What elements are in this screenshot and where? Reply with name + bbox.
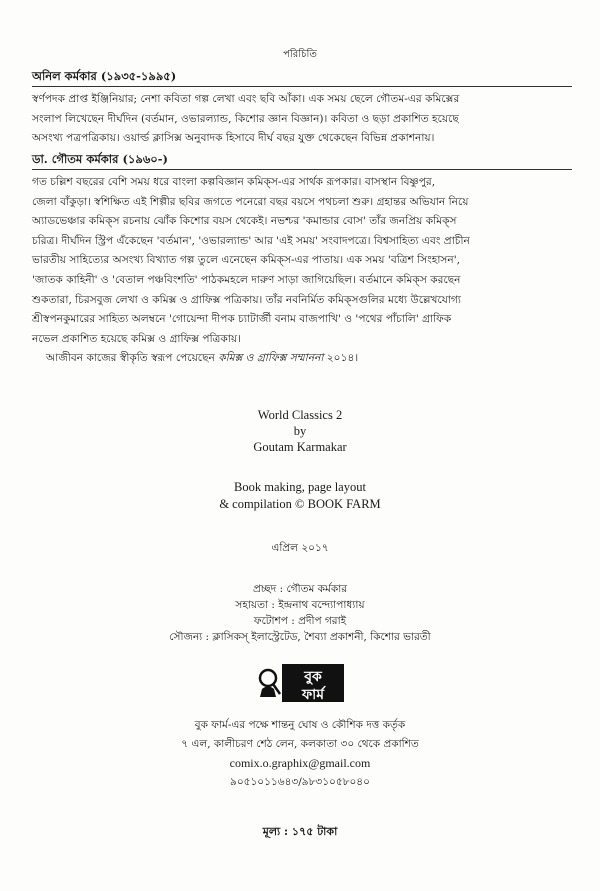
bio-line: জেলা বাঁকুড়া। স্বশিক্ষিত এই শিল্পীর ছবির জগতে পনেরো বছর বয়সে পথচলা শুরু। গ্রহান্তর অভিযান নিয়ে (32, 195, 469, 208)
credit-courtesy: সৌজন্য : ক্লাসিকস্ ইলাস্ট্রেটেড, শৈব্যা প্রকাশনী, কিশোর ভারতী (169, 631, 431, 643)
book-farm-logo-box (282, 664, 344, 702)
bio-line: অসংখ্য পত্রপত্রিকায়। ওয়ার্ল্ড ক্লাসিক্স অনুবাদক হিসাবে দীর্ঘ বছর যুক্ত থেকেছেন বিভিন্ন প্রকাশনায়। (32, 132, 435, 145)
publisher-line1: বুক ফার্ম-এর পক্ষে শান্তনু ঘোষ ও কৌশিক দত্ত কর্তৃক (194, 719, 406, 731)
price: মূল্য : ১৭৫ টাকা (262, 825, 338, 838)
bio-goutam-name: ডা. গৌতম কর্মকার (১৯৬০-) (32, 152, 168, 166)
bio-line: ভারতীয় সাহিত্যের অসংখ্য বিখ্যাত গল্প তুলে এনেছেন কমিক্‌স-এর পাতায়। এক সময় 'বত্রিশ সিংহাসন', (32, 254, 460, 267)
book-farm-emblem-icon (256, 667, 282, 699)
award-line (32, 349, 572, 369)
award-title: কমিক্স ও গ্রাফিক্স সম্মাননা (218, 352, 324, 365)
book-making-line1: Book making, page layout (234, 480, 366, 494)
publisher-email: comix.o.graphix@gmail.com (229, 756, 371, 770)
book-author: Goutam Karmakar (253, 440, 347, 454)
credit-cover: প্রচ্ছদ : গৌতম কর্মকার (252, 583, 348, 595)
award-suffix: ২০১৪। (323, 352, 359, 365)
bio-goutam-text (32, 173, 572, 369)
publisher-block (0, 716, 600, 792)
award-prefix: আজীবন কাজের স্বীকৃতি স্বরূপ পেয়েছেন (46, 352, 219, 365)
publisher-phones: ৯০৫১০১১৬৪৩/৯৮৩১০৫৮০৪০ (230, 776, 370, 788)
bio-anil-text (32, 90, 572, 149)
publisher-address: ৭ এল, কালীচরণ শেঠ লেন, কলকাতা ৩০ থেকে প্রকাশিত (181, 738, 419, 750)
bio-anil-rule (32, 86, 572, 87)
publication-date: এপ্রিল ২০১৭ (271, 542, 329, 554)
bio-line: সংলাপ লিখেছেন দীর্ঘদিন (বর্তমান, ওভারল্যান্ড, কিশোর জ্ঞান বিজ্ঞান)। কবিতা ও ছড়া প্রকাশিত হয়েছে (32, 112, 459, 125)
bio-line: 'জাতক কাহিনী' ও 'বেতাল পঞ্চবিংশতি' পাঠকমহলে দারুণ সাড়া জাগিয়েছিল। বর্তমানে কমিক্‌স করছেন (32, 273, 461, 286)
book-making-line2: & compilation © BOOK FARM (219, 497, 381, 511)
book-title: World Classics 2 (257, 408, 343, 422)
credits-block (0, 581, 600, 645)
credit-assistance: সহায়তা : ইন্দ্রনাথ বন্দ্যোপাধ্যায় (235, 599, 365, 611)
logo-word-2: ফার্ম (301, 687, 325, 703)
bio-line: স্বর্ণপদক প্রাপ্ত ইঞ্জিনিয়ার; নেশা কবিতা গল্প লেখা এবং ছবি আঁকা। এক সময় ছেলে গৌতম-এর কমিক্সের (32, 93, 460, 105)
bio-goutam-rule (32, 169, 572, 170)
credit-photoshop: ফটোশপ : প্রদীপ গরাই (253, 615, 347, 627)
logo-word-1: বুক (304, 669, 322, 685)
page-heading: পরিচিতি (283, 49, 317, 60)
bio-line: চরিত্র। দীর্ঘদিন স্ট্রিপ এঁকেছেন 'বর্তমান', 'ওভারল্যান্ড' আর 'এই সময়' সংবাদপত্রে। বিশ্বসাহিত্য এবং প্রাচীন (32, 234, 470, 247)
bio-line: গত চল্লিশ বছরের বেশি সময় ধরে বাংলা কল্পবিজ্ঞান কমিক্‌স-এর সার্থক রূপকার। বাসস্থান বিষ্ণুপুর, (32, 176, 436, 188)
bio-line: নভেল প্রকাশিত হয়েছে কমিক্স ও গ্রাফিক্স পত্রিকায়। (32, 332, 241, 345)
book-by: by (293, 424, 307, 438)
bio-line: অ্যাডভেঞ্চার কমিক্‌স রচনায় ঝোঁক কিশোর বয়স থেকেই। নভশ্চর 'কমান্ডার বোস' তাঁর জনপ্রিয় কমিক্‌স (32, 215, 457, 228)
book-farm-logo (256, 664, 346, 702)
bio-line: শুকতারা, চিরসবুজ লেখা ও কমিক্স ও গ্রাফিক্স পত্রিকায়। তাঁর নবনির্মিত কমিক্‌সগুলির মধ্যে উল্লেখযোগ্য (32, 293, 461, 306)
bio-line: শ্রীস্বপনকুমারের সাহিত্য অলম্বনে 'গোয়েন্দা দীপক চ্যাটার্জী বনাম বাজপাখি' ও 'পথের পাঁচালি' গ্রাফিক (32, 313, 452, 326)
bio-anil-name: অনিল কর্মকার (১৯৩৫-১৯৯৫) (32, 69, 177, 83)
